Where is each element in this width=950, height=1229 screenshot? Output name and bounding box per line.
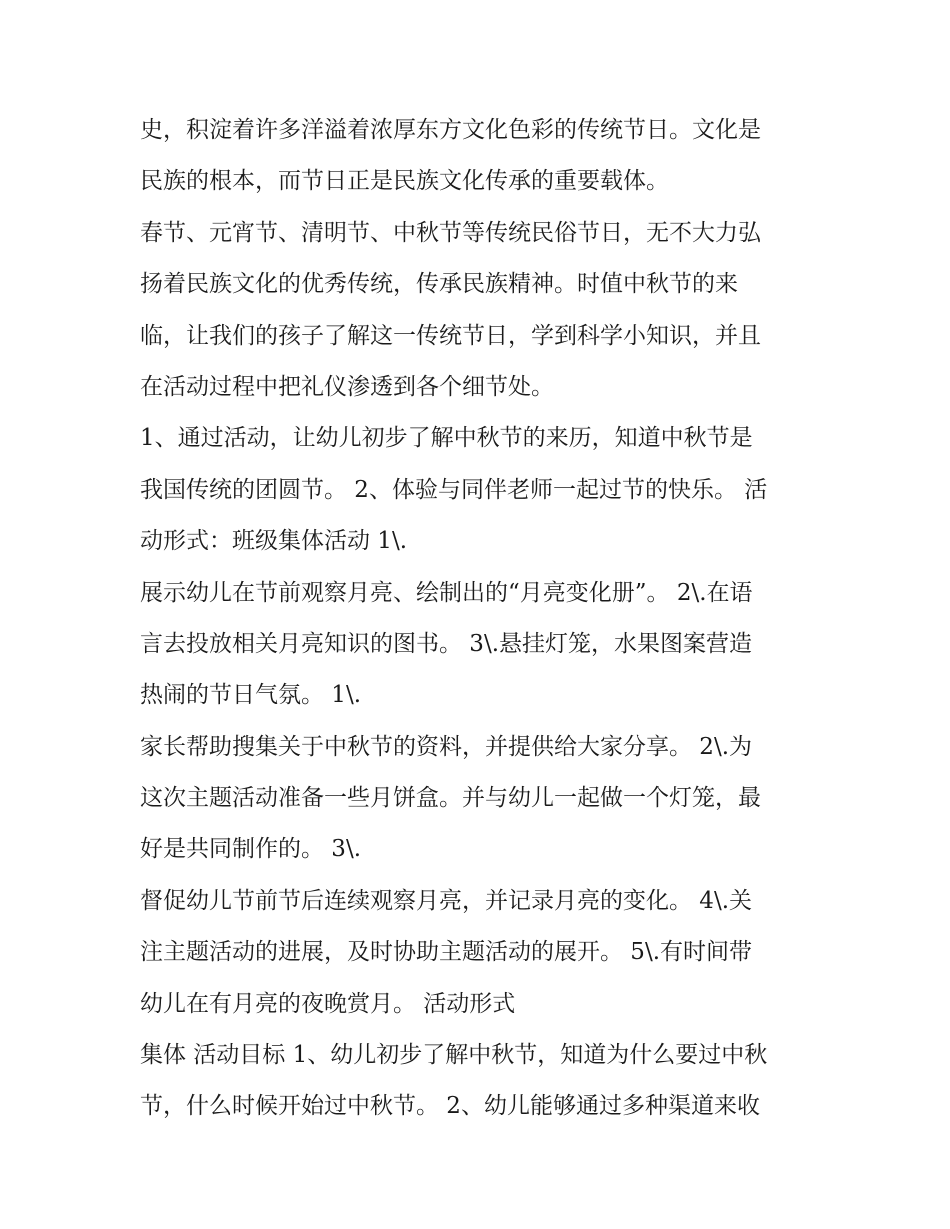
document-body: [140, 105, 820, 1133]
text-line: 春节、元宵节、清明节、中秋节等传统民俗节日，无不大力弘: [140, 219, 761, 246]
text-line: 注主题活动的进展，及时协助主题活动的展开。 5\.有时间带: [140, 939, 753, 966]
text-line: 展示幼儿在节前观察月亮、绘制出的“月亮变化册”。 2\.在语: [140, 579, 753, 606]
text-line: 好是共同制作的。 3\.: [140, 836, 362, 863]
text-line: 热闹的节日气氛。 1\.: [140, 682, 362, 709]
text-line: 我国传统的团圆节。 2、体验与同伴老师一起过节的快乐。 活: [140, 476, 768, 503]
text-line: 家长帮助搜集关于中秋节的资料，并提供给大家分享。 2\.为: [140, 733, 753, 760]
text-line: 1、通过活动，让幼儿初步了解中秋节的来历，知道中秋节是: [140, 425, 753, 452]
text-line: 临，让我们的孩子了解这一传统节日，学到科学小知识，并且: [140, 322, 761, 349]
text-line: 言去投放相关月亮知识的图书。 3\.悬挂灯笼，水果图案营造: [140, 630, 753, 657]
text-line: 督促幼儿节前节后连续观察月亮，并记录月亮的变化。 4\.关: [140, 887, 753, 914]
text-line: 史，积淀着许多洋溢着浓厚东方文化色彩的传统节日。文化是: [140, 117, 761, 143]
text-line: 节，什么时候开始过中秋节。 2、幼儿能够通过多种渠道来收: [140, 1093, 760, 1120]
text-line: 幼儿在有月亮的夜晚赏月。 活动形式: [140, 990, 516, 1017]
text-line: 这次主题活动准备一些月饼盒。并与幼儿一起做一个灯笼，最: [140, 785, 761, 812]
text-line: 扬着民族文化的优秀传统，传承民族精神。时值中秋节的来: [140, 271, 738, 298]
text-line: 集体 活动目标 1、幼儿初步了解中秋节，知道为什么要过中秋: [140, 1042, 768, 1069]
text-line: 动形式：班级集体活动 1\.: [140, 528, 408, 555]
text-line: 民族的根本，而节日正是民族文化传承的重要载体。: [140, 168, 669, 195]
text-line: 在活动过程中把礼仪渗透到各个细节处。: [140, 373, 554, 400]
